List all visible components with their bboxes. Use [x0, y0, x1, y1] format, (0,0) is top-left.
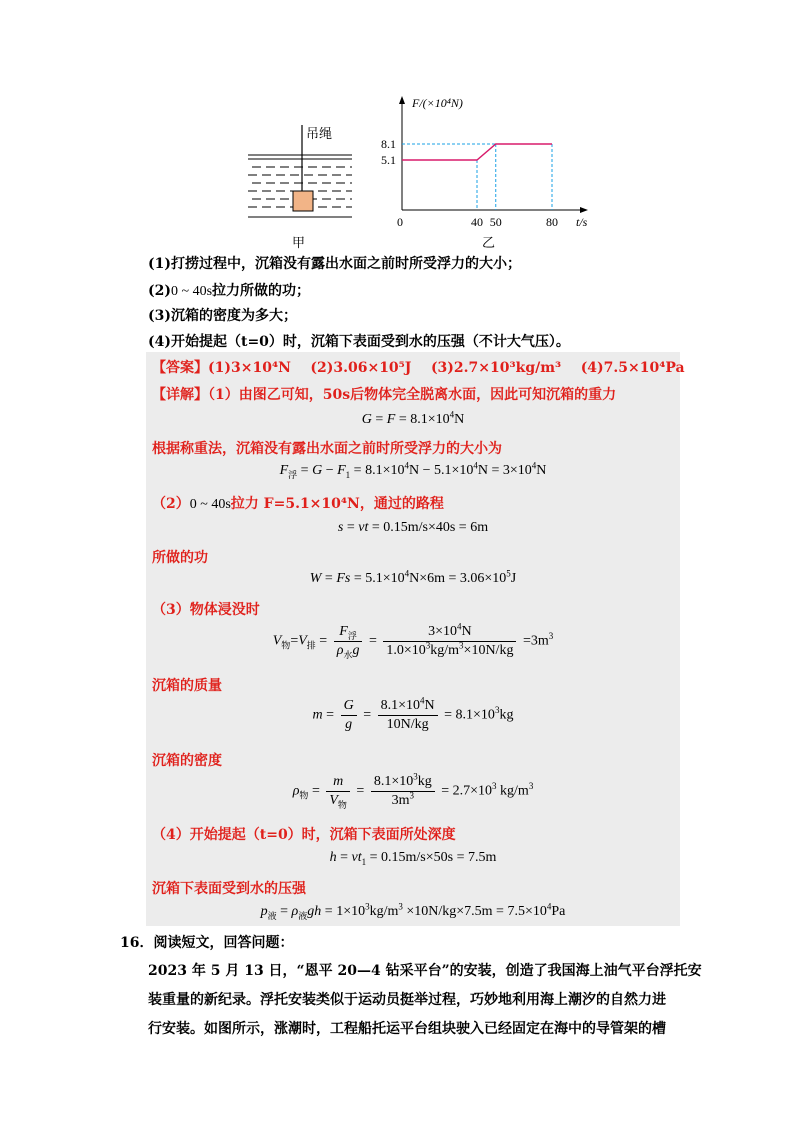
d3-prefix: （2） — [152, 496, 190, 512]
eq-volume: $V_物=V_排$ = $\frac{F_浮}{\rho_水g}$ = $\frac{3\times 10^4N}{1.0\times 10^3kg/m^3\times 10N/kg}$ $=3m^3$ — [272, 621, 554, 660]
x-tick-label: 0 — [397, 215, 403, 229]
question-1: (1)打捞过程中，沉箱没有露出水面之前时所受浮力的大小； — [148, 256, 521, 272]
eq-work: $W = Fs = 5.1\times 10^4N\times 6m = 3.06\times 10^5J$ — [309, 568, 517, 586]
answer-summary — [152, 357, 685, 377]
caption-left: 甲 — [292, 236, 306, 251]
figure-right-chart — [360, 92, 600, 252]
x-tick-label: 40 — [471, 215, 483, 229]
eq-gravity: $G = F = 8.1\times 10^4N$ — [361, 409, 465, 427]
d3-suffix: 拉力 F=5.1×10⁴N，通过的路程 — [230, 496, 444, 512]
eq-depth: $h = vt_1 = 0.15m/s\times 50s = 7.5m$ — [329, 850, 497, 867]
answer-4: (4)7.5×10⁴Pa — [580, 360, 685, 376]
answer-3: (3)2.7×10³kg/m³ — [430, 360, 562, 376]
y-tick-label: 8.1 — [381, 137, 396, 151]
answer-2: (2)3.06×10⁵J — [310, 360, 412, 376]
detail-8: （4）开始提起（t=0）时，沉箱下表面所处深度 — [152, 827, 456, 843]
q2-suffix: 拉力所做的功； — [212, 283, 311, 299]
y-tick-label: 5.1 — [381, 153, 396, 167]
passage-line-3: 行安装。如图所示，涨潮时，工程船托运平台组块驶入已经固定在海中的导管架的槽 — [148, 1021, 666, 1037]
caption-right: 乙 — [482, 236, 496, 251]
answer-1: (1)3×10⁴N — [208, 360, 291, 376]
detail-9: 沉箱下表面受到水的压强 — [152, 881, 306, 897]
eq-distance: s = vt = 0.15m/s×40s = 6m — [337, 520, 489, 535]
detail-1 — [152, 384, 616, 404]
passage-line-2: 装重量的新纪录。浮托安装类似于运动员挺举过程，巧妙地利用海上潮汐的自然力进 — [148, 992, 666, 1008]
y-axis-arrow — [399, 96, 405, 104]
eq-pressure: $p_液 = \rho_液gh = 1\times 10^3kg/m^3 \times 10N/kg\times 7.5m = 7.5\times 10^4Pa$ — [260, 901, 566, 921]
detail-3 — [152, 493, 444, 513]
d3-range: 0 ~ 40s — [189, 497, 231, 512]
detail-2: 根据称重法，沉箱没有露出水面之前时所受浮力的大小为 — [152, 441, 502, 457]
x-axis-arrow — [580, 207, 588, 213]
detail-5: （3）物体浸没时 — [152, 602, 260, 618]
eq-density: $\rho_物$ = $\frac{m}{V_物}$ = $\frac{8.1\times 10^3kg}{3m^3}$ = $2.7\times 10^3$ $kg/m^3$ — [292, 771, 534, 810]
q2-prefix: (2) — [148, 283, 171, 299]
detail-label: 【详解】 — [152, 387, 208, 403]
x-tick-label: 80 — [546, 215, 558, 229]
x-tick-label: 50 — [489, 215, 502, 229]
detail-7: 沉箱的密度 — [152, 753, 222, 769]
rope-label: 吊绳 — [306, 127, 333, 142]
passage-heading-text: 阅读短文，回答问题： — [153, 935, 294, 951]
force-time-chart — [360, 92, 600, 252]
answer-label: 【答案】 — [152, 360, 208, 376]
question-number: 16． — [120, 935, 154, 951]
question-2 — [148, 281, 310, 302]
question-4: (4)开始提起（t=0）时，沉箱下表面受到水的压强（不计大气压）。 — [148, 334, 570, 350]
detail-4: 所做的功 — [152, 550, 208, 566]
passage-line-1: 2023 年 5 月 13 日，“恩平 20—4 钻采平台”的安装，创造了我国海上油气平台浮托安 — [148, 963, 702, 979]
detail-1-text: （1）由图乙可知，50s后物体完全脱离水面，因此可知沉箱的重力 — [208, 387, 617, 403]
series-line — [402, 144, 552, 160]
caisson-box — [293, 191, 313, 211]
detail-6: 沉箱的质量 — [152, 678, 222, 694]
passage-heading — [120, 930, 293, 956]
x-axis-label: t/s — [576, 215, 588, 229]
q2-range: 0 ~ 40s — [171, 284, 213, 299]
eq-buoyancy: $F_浮 = G - F_1 = 8.1\times 10^4N - 5.1\times 10^4N = 3\times 10^4N$ — [279, 460, 547, 480]
question-3: (3)沉箱的密度为多大； — [148, 308, 297, 324]
eq-mass: m = $\frac{G}{g}$ = $\frac{8.1\times 10^4N}{10N/kg}$ = $8.1\times 10^3kg$ — [312, 695, 514, 732]
y-axis-label: F/(×10⁴N) — [412, 96, 463, 110]
